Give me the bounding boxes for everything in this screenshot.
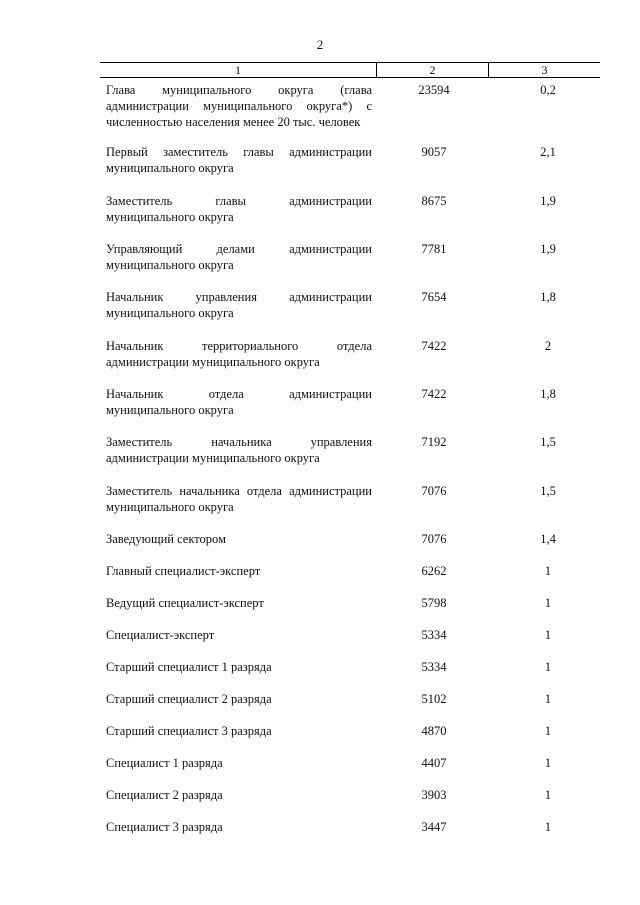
coefficient-cell: 1	[544, 628, 552, 642]
coefficient-cell: 1,5	[540, 435, 556, 449]
coefficient-cell: 1,4	[540, 532, 556, 546]
salary-cell: 9057	[421, 145, 447, 159]
table-row	[100, 82, 600, 130]
header-col-2: 2	[377, 63, 489, 77]
salary-cell: 3903	[421, 788, 447, 802]
coefficient-cell: 2	[544, 339, 552, 353]
coefficient-cell: 1,8	[540, 290, 556, 304]
position-cell: Специалист 2 разряда	[106, 788, 223, 802]
salary-cell: 7192	[421, 435, 447, 449]
coefficient-cell: 1	[544, 788, 552, 802]
salary-cell: 5798	[421, 596, 447, 610]
position-cell: Старший специалист 1 разряда	[106, 660, 272, 674]
table-row	[100, 595, 600, 611]
position-cell: Старший специалист 3 разряда	[106, 724, 272, 738]
salary-cell: 6262	[421, 564, 447, 578]
salary-cell: 7422	[421, 339, 447, 353]
salary-cell: 5334	[421, 628, 447, 642]
position-cell: Старший специалист 2 разряда	[106, 692, 272, 706]
table-row	[100, 193, 600, 225]
salary-cell: 8675	[421, 194, 447, 208]
coefficient-cell: 1	[544, 596, 552, 610]
position-cell: Первый заместитель главы администрации муниципального округа	[106, 145, 372, 175]
salary-cell: 5334	[421, 660, 447, 674]
table-row	[100, 241, 600, 273]
coefficient-cell: 0,2	[540, 83, 556, 97]
coefficient-cell: 1,9	[540, 194, 556, 208]
coefficient-cell: 1,9	[540, 242, 556, 256]
coefficient-cell: 1	[544, 724, 552, 738]
salary-cell: 7654	[421, 290, 447, 304]
table-row	[100, 723, 600, 739]
salary-cell: 5102	[421, 692, 447, 706]
table-row	[100, 434, 600, 466]
table-row	[100, 563, 600, 579]
coefficient-cell: 1	[544, 756, 552, 770]
table-row	[100, 691, 600, 707]
coefficient-cell: 2,1	[540, 145, 556, 159]
salary-cell: 3447	[421, 820, 447, 834]
salary-cell: 7422	[421, 387, 447, 401]
position-cell: Главный специалист-эксперт	[106, 564, 261, 578]
position-cell: Специалист-эксперт	[106, 628, 215, 642]
coefficient-cell: 1	[544, 660, 552, 674]
table-row	[100, 659, 600, 675]
salary-cell: 4870	[421, 724, 447, 738]
table-row	[100, 787, 600, 803]
position-cell: Заместитель начальника отдела администрации муниципального округа	[106, 484, 372, 514]
header-col-3: 3	[541, 63, 548, 77]
position-cell: Глава муниципального округа (глава администрации муниципального округа*) с численностью населения менее 20 тыс. человек	[106, 83, 372, 129]
table-row	[100, 289, 600, 321]
table-row	[100, 386, 600, 418]
table-row	[100, 338, 600, 370]
table-row	[100, 144, 600, 176]
salary-table	[100, 62, 600, 834]
position-cell: Ведущий специалист-эксперт	[106, 596, 264, 610]
position-cell: Начальник управления администрации муниципального округа	[106, 290, 372, 320]
table-row	[100, 483, 600, 515]
coefficient-cell: 1,8	[540, 387, 556, 401]
table-row	[100, 755, 600, 771]
salary-cell: 7076	[421, 532, 447, 546]
position-cell: Управляющий делами администрации муниципального округа	[106, 242, 372, 272]
position-cell: Начальник отдела администрации муниципального округа	[106, 387, 372, 417]
coefficient-cell: 1,5	[540, 484, 556, 498]
salary-cell: 7076	[421, 484, 447, 498]
position-cell: Заместитель главы администрации муниципального округа	[106, 194, 372, 224]
salary-cell: 7781	[421, 242, 447, 256]
salary-cell: 23594	[418, 83, 450, 97]
position-cell: Заведующий сектором	[106, 532, 226, 546]
coefficient-cell: 1	[544, 692, 552, 706]
salary-cell: 4407	[421, 756, 447, 770]
table-row	[100, 531, 600, 547]
position-cell: Специалист 3 разряда	[106, 820, 223, 834]
table-header	[100, 62, 600, 78]
position-cell: Специалист 1 разряда	[106, 756, 223, 770]
table-row	[100, 819, 600, 835]
position-cell: Начальник территориального отдела администрации муниципального округа	[106, 339, 372, 369]
table-row	[100, 627, 600, 643]
page-number: 2	[316, 37, 324, 52]
header-col-1: 1	[100, 63, 377, 77]
coefficient-cell: 1	[544, 820, 552, 834]
coefficient-cell: 1	[544, 564, 552, 578]
position-cell: Заместитель начальника управления администрации муниципального округа	[106, 435, 372, 465]
